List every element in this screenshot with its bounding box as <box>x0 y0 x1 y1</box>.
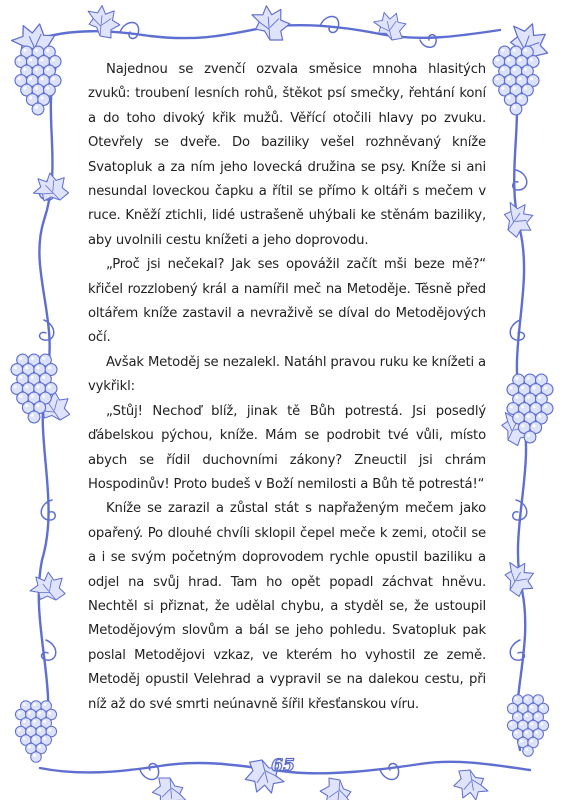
paragraph-4: „Stůj! Nechoď blíž, jinak tě Bůh potrestá. Jsi posedlý ďábelskou pýchou, kníže. Mám se podrobit tvé vůli, místo abych se řídil duchovními zákony? Zneuctil jsi chrám Hospodinův! Proto budeš v Boží nemilosti a Bůh tě potrestá!“ <box>88 403 486 492</box>
story-text <box>88 58 486 717</box>
paragraph-3: Avšak Metoděj se nezalekl. Natáhl pravou ruku ke knížeti a vykřikl: <box>88 354 486 395</box>
paragraph-1: Najednou se zvenčí ozvala směsice mnoha hlasitých zvuků: troubení lesních rohů, štěkot psí smečky, řehtání koní a do toho divoký křik mužů. Věřící otočili hlavy po zvuku. Otevřely se dveře. Do baziliky vešel rozhněvaný kníže Svatopluk a za ním jeho lovecká družina se psy. Kníže si ani nesundal loveckou čapku a řítil se přímo k oltáři s mečem v ruce. Kněží ztichli, lidé ustrašeně uhýbali ke stěnám baziliky, aby uvolnili cestu knížeti a jeho doprovodu. <box>88 62 486 248</box>
page-number: 65 <box>271 756 295 776</box>
paragraph-5: Kníže se zarazil a zůstal stát s napřaženým mečem jako opařený. Po dlouhé chvíli sklopil čepel meče k zemi, otočil se a i se svým početným doprovodem rychle opustil baziliku a odjel na svůj hrad. Tam ho opět popadl záchvat hněvu. Nechtěl si přiznat, že udělal chybu, a styděl se, že ustoupil Metodějovým slovům a bál se jeho pohledu. Svatopluk pak poslal Metodějovi vzkaz, ve kterém ho vyhostil ze země. Metoděj opustil Velehrad a vypravil se na dalekou cestu, při níž až do své smrti neúnavně šířil křesťanskou víru. <box>88 501 486 712</box>
paragraph-2: „Proč jsi nečekal? Jak ses opovážil začít mši beze mě?“ křičel rozzlobený král a namířil meč na Metoděje. Těsně před oltářem kníže zastavil a nevraživě se díval do Metodějových očí. <box>88 257 486 346</box>
